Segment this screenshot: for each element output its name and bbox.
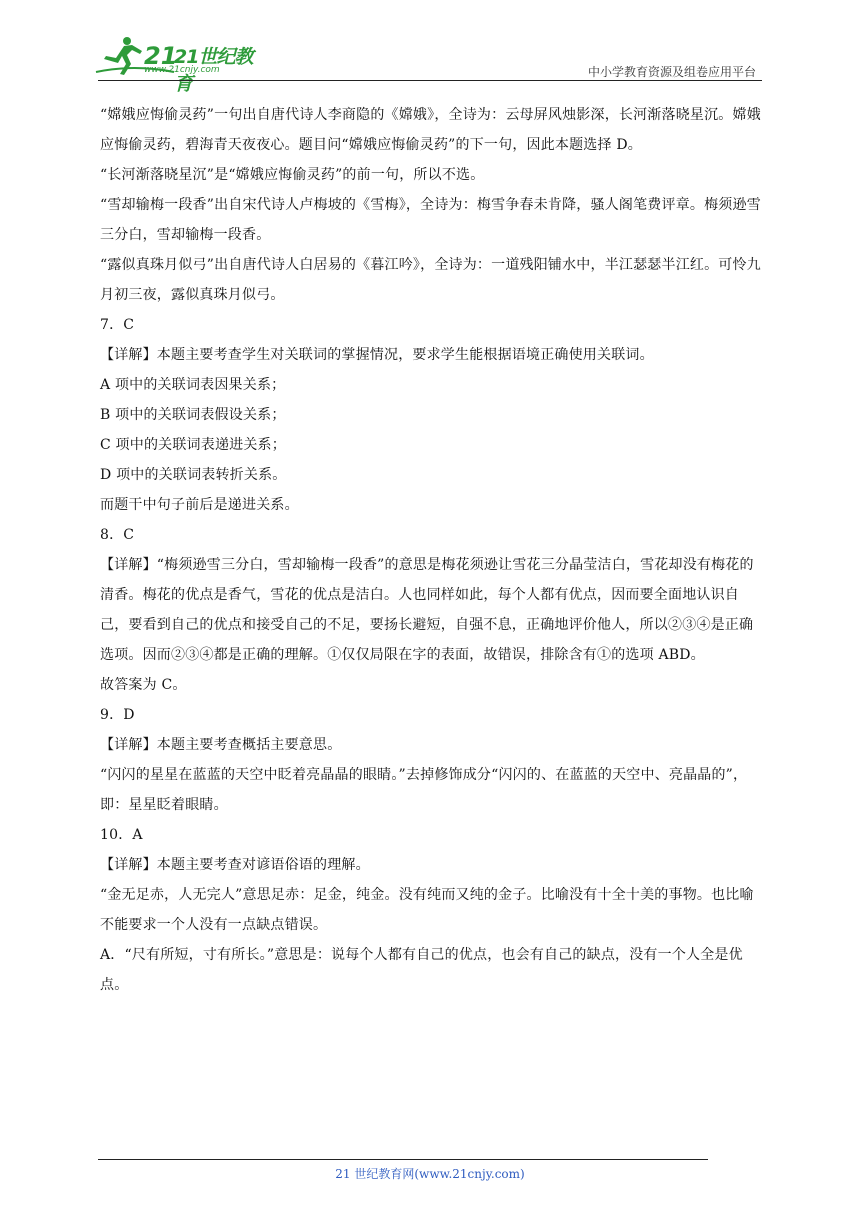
footer-divider [98,1159,708,1160]
question-answer: 8．C [100,527,135,543]
paragraph: “长河渐落晓星沉”是“嫦娥应悔偷灵药”的前一句，所以不选。 [100,167,485,183]
question-answer: 9．D [100,707,135,723]
paragraph: 故答案为 C。 [100,677,187,693]
paragraph: “金无足赤，人无完人”意思足赤：足金，纯金。没有纯而又纯的金子。比喻没有十全十美的事物。也比喻不能要求一个人没有一点缺点错误。 [100,887,754,933]
paragraph: B 项中的关联词表假设关系； [100,407,286,423]
paragraph: A 项中的关联词表因果关系； [100,377,286,393]
explanation: 【详解】本题主要考查概括主要意思。 [100,737,342,753]
paragraph: C 项中的关联词表递进关系； [100,437,286,453]
paragraph: 而题干中句子前后是递进关系。 [100,497,299,513]
paragraph: “闪闪的星星在蓝蓝的天空中眨着亮晶晶的眼睛。”去掉修饰成分“闪闪的、在蓝蓝的天空中、亮晶晶的”，即：星星眨着眼睛。 [100,767,748,813]
header-divider [98,80,762,81]
footer-link[interactable]: 21 世纪教育网(www.21cnjy.com) [335,1167,525,1181]
page-header [0,0,860,95]
paragraph: “嫦娥应悔偷灵药”一句出自唐代诗人李商隐的《嫦娥》，全诗为：云母屏风烛影深，长河渐落晓星沉。嫦娥应悔偷灵药，碧海青天夜夜心。题目问“嫦娥应悔偷灵药”的下一句，因此本题选择 D。 [100,107,761,153]
explanation: 【详解】本题主要考查学生对关联词的掌握情况，要求学生能根据语境正确使用关联词。 [100,347,654,363]
question-answer: 7．C [100,317,135,333]
paragraph: “露似真珠月似弓”出自唐代诗人白居易的《暮江吟》，全诗为：一道残阳铺水中，半江瑟瑟半江红。可怜九月初三夜，露似真珠月似弓。 [100,257,761,303]
paragraph: A．“尺有所短，寸有所长。”意思是：说每个人都有自己的优点，也会有自己的缺点，没有一个人全是优点。 [100,947,743,993]
paragraph: “雪却输梅一段香”出自宋代诗人卢梅坡的《雪梅》，全诗为：梅雪争春未肯降，骚人阁笔费评章。梅须逊雪三分白，雪却输梅一段香。 [100,197,761,243]
paragraph: D 项中的关联词表转折关系。 [100,467,287,483]
explanation: 【详解】本题主要考查对谚语俗语的理解。 [100,857,370,873]
document-body [100,100,764,1000]
svg-text:21: 21 [144,42,178,70]
logo-url-text: www.21cnjy.com [144,65,220,75]
logo-text: 21世纪教育 [174,46,253,95]
explanation: 【详解】“梅须逊雪三分白，雪却输梅一段香”的意思是梅花须逊让雪花三分晶莹洁白，雪花却没有梅花的清香。梅花的优点是香气，雪花的优点是洁白。人也同样如此，每个人都有优点，因而要全面地认识自己，要看到自己的优点和接受自己的不足，要扬长避短，自强不息，正确地评价他人，所以②③④是正确选项。因而②③④都是正确的理解。①仅仅局限在字的表面，故错误，排除含有①的选项 ABD。 [100,557,754,663]
platform-label: 中小学教育资源及组卷应用平台 [587,65,756,79]
question-answer: 10．A [100,827,143,843]
site-logo [94,34,269,95]
